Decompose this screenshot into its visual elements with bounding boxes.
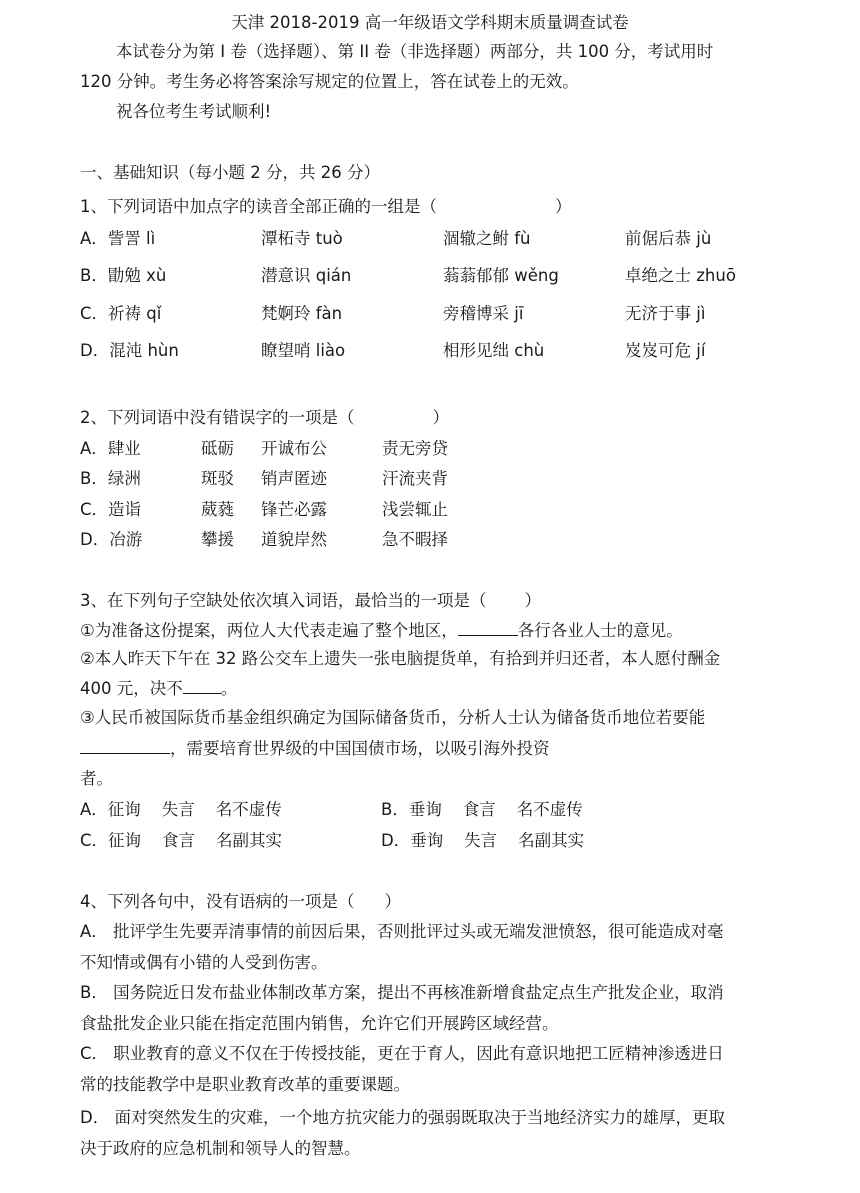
q2-stem-close: ）	[432, 408, 449, 427]
q2-option-row-d	[80, 529, 800, 551]
q3-sentence-3-line-1: ③人民币被国际货币基金组织确定为国际储备货币，分析人士认为储备货币地位若要能	[80, 708, 706, 727]
q1-c-4: 无济于事 jì	[625, 304, 706, 323]
q1-d-3: 相形见绌 chù	[443, 341, 545, 360]
q3-sentence-1	[80, 619, 683, 642]
q2-stem-text: 2、下列词语中没有错误字的一项是（	[80, 408, 355, 427]
q4-option-b-line-2: 食盐批发企业只能在指定范围内销售，允许它们开展跨区域经营。	[80, 1014, 559, 1033]
q3-options-row-1	[80, 799, 800, 821]
q1-d-1: D．混沌 hùn	[80, 341, 179, 360]
q3-s2-text-c: 。	[220, 679, 238, 698]
q2-a-3: 开诚布公	[261, 439, 327, 458]
q3-sentence-3-line-3: 者。	[80, 769, 113, 788]
q1-option-row-b	[80, 265, 800, 287]
q1-d-2: 瞭望哨 liào	[261, 341, 346, 360]
q2-a-4: 责无旁贷	[382, 439, 448, 458]
q2-option-row-b	[80, 468, 800, 490]
q1-b-3: 蓊蓊郁郁 wěng	[443, 266, 559, 285]
q1-a-3: 涸辙之鲋 fù	[443, 229, 531, 248]
q3-blank-3	[80, 737, 170, 754]
section-heading: 一、基础知识（每小题 2 分，共 26 分）	[80, 163, 380, 182]
q1-stem-close: ）	[555, 197, 572, 216]
q2-b-1: B．绿洲	[80, 469, 141, 488]
q4-option-b-line-1: B． 国务院近日发布盐业体制改革方案，提出不再核准新增食盐定点生产批发企业，取消	[80, 983, 724, 1002]
q2-c-1: C．造诣	[80, 500, 142, 519]
q1-a-1: A．訾詈 lì	[80, 229, 156, 248]
q3-option-c: C．征询 食言 名副其实	[80, 831, 282, 850]
q2-b-3: 销声匿迹	[261, 469, 327, 488]
q3-blank-2	[183, 677, 221, 694]
q3-stem-text: 3、在下列句子空缺处依次填入词语，最恰当的一项是（	[80, 591, 487, 610]
q1-d-4: 岌岌可危 jí	[625, 341, 706, 360]
q1-b-2: 潜意识 qián	[261, 266, 352, 285]
q3-s1-text-a: ①为准备这份提案，两位人大代表走遍了整个地区，	[80, 621, 458, 640]
q4-option-c-line-1: C． 职业教育的意义不仅在于传授技能，更在于育人，因此有意识地把工匠精神渗透进日	[80, 1044, 724, 1063]
q1-stem-text: 1、下列词语中加点字的读音全部正确的一组是（	[80, 197, 437, 216]
q3-stem-close: ）	[524, 591, 541, 610]
q3-sentence-2-line-2	[80, 677, 237, 700]
q4-option-c-line-2: 常的技能教学中是职业教育改革的重要课题。	[80, 1075, 410, 1094]
q4-stem-close: ）	[384, 892, 401, 911]
q2-a-2: 砥砺	[201, 439, 234, 458]
q1-option-row-a	[80, 228, 800, 250]
q3-blank-1	[458, 619, 518, 636]
q1-a-2: 潭柘寺 tuò	[261, 229, 343, 248]
q1-b-1: B．勖勉 xù	[80, 266, 167, 285]
q1-b-4: 卓绝之士 zhuō	[625, 266, 736, 285]
q4-option-d-line-2: 决于政府的应急机制和领导人的智慧。	[80, 1139, 361, 1158]
q1-c-3: 旁稽博采 jī	[443, 304, 524, 323]
q1-c-2: 梵婀玲 fàn	[261, 304, 343, 323]
q4-stem-text: 4、下列各句中，没有语病的一项是（	[80, 892, 355, 911]
q1-stem	[80, 196, 572, 218]
q2-a-1: A．肆业	[80, 439, 141, 458]
q3-s2-text-b: 400 元，决不	[80, 679, 183, 698]
intro-line-1: 本试卷分为第 I 卷（选择题）、第 II 卷（非选择题）两部分，共 100 分，考试用时	[116, 42, 714, 61]
q3-stem	[80, 590, 541, 612]
q4-option-d-line-1: D． 面对突然发生的灾难，一个地方抗灾能力的强弱既取决于当地经济实力的雄厚，更取	[80, 1108, 725, 1127]
q4-option-a-line-1: A． 批评学生先要弄清事情的前因后果，否则批评过头或无端发泄愤怒，很可能造成对毫	[80, 922, 724, 941]
intro-wish: 祝各位考生考试顺利!	[116, 102, 272, 121]
q3-s3-text-b: ，需要培育世界级的中国国债市场，以吸引海外投资	[170, 739, 550, 758]
q1-a-4: 前倨后恭 jù	[625, 229, 712, 248]
q2-b-4: 汗流夹背	[382, 469, 448, 488]
q2-c-3: 锋芒必露	[261, 500, 327, 519]
q3-option-d: D．垂询 失言 名副其实	[381, 831, 585, 850]
q2-d-2: 攀援	[201, 530, 234, 549]
q2-c-4: 浅尝辄止	[382, 500, 448, 519]
q3-sentence-3-line-2	[80, 737, 550, 760]
intro-line-2: 120 分钟。考生务必将答案涂写规定的位置上，答在试卷上的无效。	[80, 72, 579, 91]
q2-option-row-c	[80, 499, 800, 521]
q4-option-a-line-2: 不知情或偶有小错的人受到伤害。	[80, 953, 328, 972]
q2-b-2: 斑驳	[201, 469, 234, 488]
q3-option-b: B．垂询 食言 名不虚传	[381, 800, 583, 819]
q1-c-1: C．祈祷 qǐ	[80, 304, 162, 323]
q1-option-row-c	[80, 303, 800, 325]
q2-option-row-a	[80, 438, 800, 460]
q3-s1-text-b: 各行各业人士的意见。	[517, 621, 683, 640]
q4-stem	[80, 891, 401, 913]
q2-stem	[80, 407, 449, 429]
q3-options-row-2	[80, 830, 800, 852]
q2-d-1: D．冶游	[80, 530, 143, 549]
page-title: 天津 2018-2019 高一年级语文学科期末质量调查试卷	[231, 13, 629, 32]
q3-option-a: A．征询 失言 名不虚传	[80, 800, 282, 819]
q1-option-row-d	[80, 340, 800, 362]
q2-d-3: 道貌岸然	[261, 530, 327, 549]
q3-sentence-2-line-1: ②本人昨天下午在 32 路公交车上遗失一张电脑提货单，有拾到并归还者，本人愿付酬金	[80, 649, 721, 668]
q2-c-2: 葳蕤	[201, 500, 234, 519]
q2-d-4: 急不暇择	[382, 530, 448, 549]
